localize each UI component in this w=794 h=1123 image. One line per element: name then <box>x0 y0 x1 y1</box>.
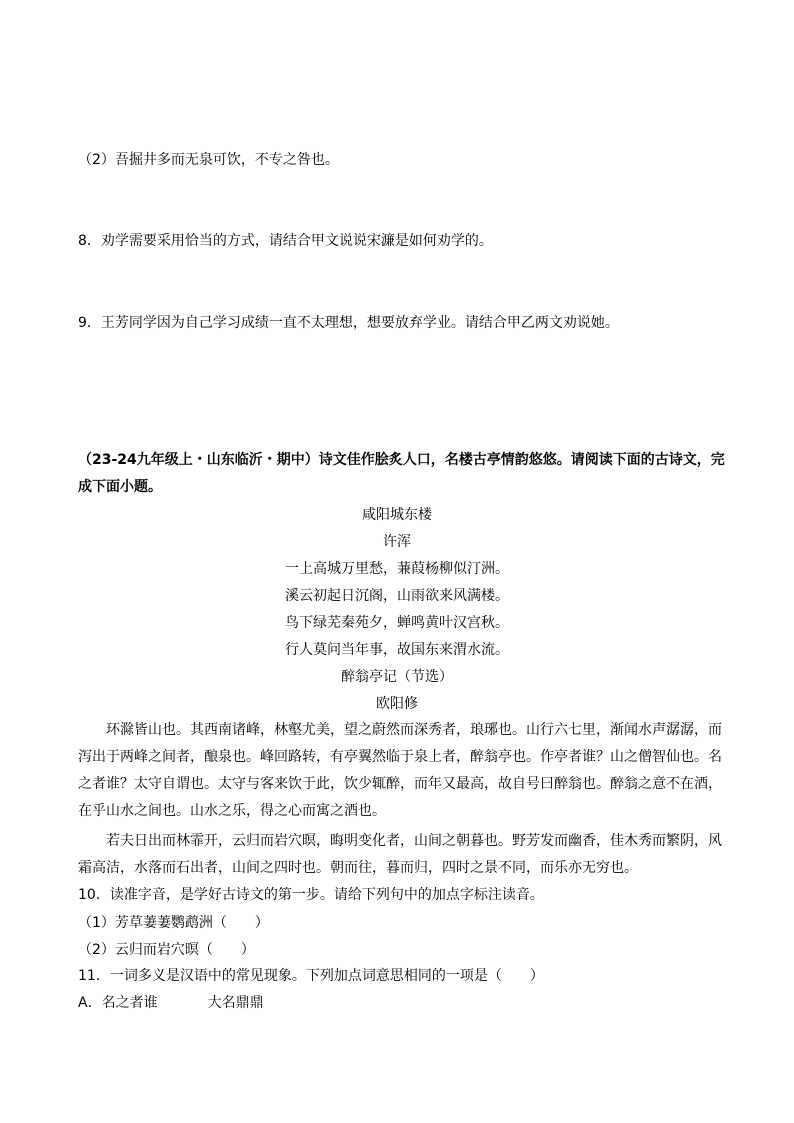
question-prev-2: （2）吾掘井多而无泉可饮，不专之咎也。 <box>78 152 339 168</box>
option-a-label: A．名之者谁 <box>78 995 158 1011</box>
question-10-2: （2）云归而岩穴暝（ ） <box>78 942 255 958</box>
question-11: 11．一词多义是汉语中的常见现象。下列加点词意思相同的一项是（ ） <box>78 968 544 984</box>
poem-title: 咸阳城东楼 <box>362 507 432 523</box>
question-8: 8．劝学需要采用恰当的方式，请结合甲文说说宋濂是如何劝学的。 <box>78 233 493 249</box>
poem-author: 许浑 <box>383 534 411 550</box>
poem-line: 鸟下绿芜秦苑夕，蝉鸣黄叶汉宫秋。 <box>285 615 509 631</box>
option-a-compare: 大名鼎鼎 <box>207 995 264 1011</box>
prose-title: 醉翁亭记（节选） <box>341 669 453 685</box>
prose-paragraph-1 <box>78 717 724 825</box>
poem-line: 溪云初起日沉阁，山雨欲来风满楼。 <box>285 588 509 604</box>
poem-line: 一上高城万里愁，蒹葭杨柳似汀洲。 <box>285 561 509 577</box>
section-intro-line-2: 成下面小题。 <box>78 479 162 495</box>
prose-line: 环滁皆山也。其西南诸峰，林壑尤美，望之蔚然而深秀者，琅琊也。山行六七里，渐闻水声潺潺，而 <box>78 722 722 738</box>
question-9: 9．王芳同学因为自己学习成绩一直不太理想，想要放弃学业。请结合甲乙两文劝说她。 <box>78 315 619 331</box>
prose-line: 泻出于两峰之间者，酿泉也。峰回路转，有亭翼然临于泉上者，醉翁亭也。作亭者谁？山之僧智仙也。名 <box>78 749 722 765</box>
section-intro-line-1: （23-24九年级上・山东临沂・期中）诗文佳作脍炙人口，名楼古亭情韵悠悠。请阅读下面的古诗文，完 <box>78 452 725 468</box>
poem-line: 行人莫问当年事，故国东来渭水流。 <box>285 642 509 658</box>
question-11-option-a <box>78 993 264 1013</box>
prose-line: 若夫日出而林霏开，云归而岩穴暝，晦明变化者，山间之朝暮也。野芳发而幽香，佳木秀而繁阴，风 <box>78 833 722 849</box>
prose-paragraph-2 <box>78 828 724 882</box>
prose-line: 之者谁？太守自谓也。太守与客来饮于此，饮少辄醉，而年又最高，故自号曰醉翁也。醉翁之意不在酒， <box>78 776 722 792</box>
prose-author: 欧阳修 <box>376 696 418 712</box>
question-10-1: （1）芳草萋萋鹦鹉洲（ ） <box>78 915 269 931</box>
prose-line: 霜高洁，水落而石出者，山间之四时也。朝而往，暮而归，四时之景不同，而乐亦无穷也。 <box>78 860 638 876</box>
prose-line: 在乎山水之间也。山水之乐，得之心而寓之酒也。 <box>78 803 386 819</box>
question-10: 10．读准字音，是学好古诗文的第一步。请给下列句中的加点字标注读音。 <box>78 887 544 903</box>
